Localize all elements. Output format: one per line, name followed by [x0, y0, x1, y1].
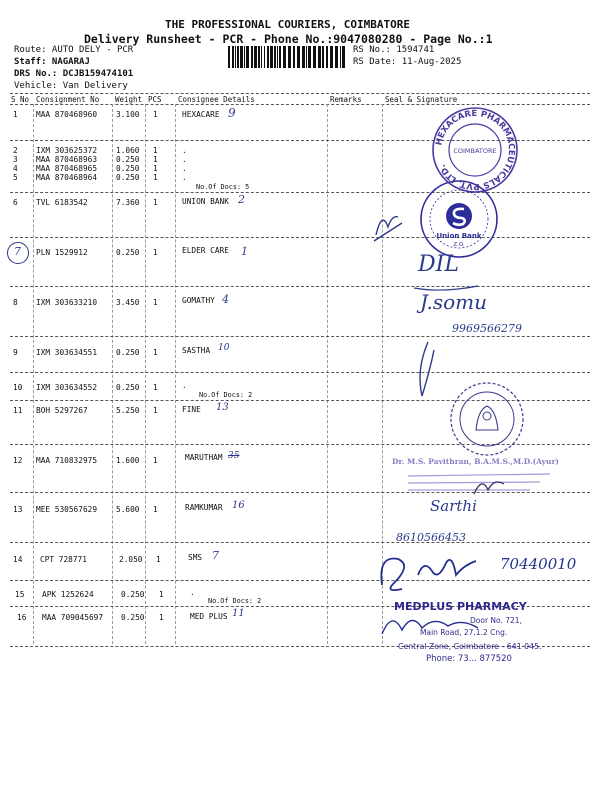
row-pcs: 1: [153, 146, 158, 155]
col-consignee: Consignee Details: [178, 95, 255, 104]
circled-number: 7: [14, 245, 21, 258]
barcode-bar: [293, 46, 295, 68]
row-weight: 3.100: [116, 110, 140, 119]
barcode-bar: [254, 46, 257, 68]
handwritten-count: 4: [222, 293, 229, 306]
row-consignment: MEE 530567629: [36, 505, 98, 514]
signature-large: [372, 545, 492, 605]
medplus-stamp-line: Central Zone, Coimbatore - 641 045.: [398, 642, 542, 651]
handwritten-count: 7: [212, 549, 219, 562]
col-weight: Weight: [115, 95, 143, 104]
col-divider: [175, 104, 176, 644]
row-weight: 0.250: [121, 613, 145, 622]
row-pcs: 1: [153, 406, 158, 415]
row-consignee: MED PLUS: [190, 612, 228, 621]
stamp-ring-text: HEXACARE PHARMACEUTICALS PVT. LTD.: [434, 108, 517, 192]
row-sno: 5: [13, 173, 18, 182]
signature-sarthi: Sarthi: [430, 497, 477, 515]
row-weight: 5.250: [116, 406, 140, 415]
temple-seal: [448, 380, 526, 458]
circle-mark: [7, 242, 29, 264]
barcode-bar: [297, 46, 300, 68]
medplus-stamp-line: Door No. 721,: [470, 616, 522, 625]
signature-underline: [412, 278, 482, 288]
row-consignment: MAA 870468964: [36, 173, 98, 182]
docs-count: No.Of Docs: 2: [199, 391, 253, 399]
barcode-bar: [342, 46, 345, 68]
row-consignee: SASTHA: [182, 346, 211, 355]
barcode-bar: [240, 46, 243, 68]
barcode-bar: [340, 46, 341, 68]
signature-dil: DIL: [418, 252, 459, 277]
barcode-bar: [322, 46, 324, 68]
handwritten-count: 16: [232, 500, 245, 511]
row-consignment: CPT 728771: [40, 555, 87, 564]
handwritten-count: 9: [228, 106, 236, 120]
barcode-bar: [235, 46, 236, 68]
handwritten-count: 11: [232, 608, 245, 619]
row-consignee: FINE: [182, 405, 201, 414]
col-sno: S No: [11, 95, 30, 104]
barcode-bar: [237, 46, 239, 68]
row-consignment: TVL 6183542: [36, 198, 88, 207]
row-consignment: MAA 870468965: [36, 164, 98, 173]
row-consignee: GOMATHY: [182, 296, 215, 305]
barcode: [228, 46, 348, 68]
docs-count: No.Of Docs: 5: [196, 183, 250, 191]
row-consignment: MAA 709045697: [42, 613, 104, 622]
doctor-stamp: Dr. M.S. Pavithran, B.A.M.S.,M.D.(Ayur): [392, 457, 559, 466]
barcode-bar: [232, 46, 234, 68]
header-rule-top: [10, 93, 590, 94]
row-consignment: MAA 870468960: [36, 110, 98, 119]
row-sno: 15: [15, 590, 25, 599]
row-separator: [10, 372, 590, 373]
row-separator: [10, 286, 590, 287]
row-weight: 5.600: [116, 505, 140, 514]
row-sno: 2: [13, 146, 18, 155]
col-divider: [145, 104, 146, 644]
barcode-bar: [302, 46, 305, 68]
barcode-bar: [306, 46, 307, 68]
barcode-bar: [261, 46, 262, 68]
row-consignee: .: [182, 146, 187, 155]
row-consignee: RAMKUMAR: [185, 503, 223, 512]
handwritten-count: 1: [241, 245, 248, 258]
row-consignee: .: [182, 173, 187, 182]
row-sno: 10: [13, 383, 23, 392]
col-divider: [33, 104, 34, 644]
barcode-bar: [288, 46, 291, 68]
row-separator: [10, 542, 590, 543]
barcode-bar: [308, 46, 311, 68]
handwritten-phone: 8610566453: [396, 531, 466, 544]
col-remarks: Remarks: [330, 95, 362, 104]
handwritten-count: 10: [218, 343, 230, 353]
barcode-bar: [330, 46, 333, 68]
col-divider: [327, 104, 328, 644]
row-weight: 1.060: [116, 146, 140, 155]
row-weight: 0.250: [116, 248, 140, 257]
row-weight: 0.250: [116, 164, 140, 173]
row-sno: 3: [13, 155, 18, 164]
row-consignee: .: [182, 381, 187, 390]
row-weight: 0.250: [116, 383, 140, 392]
row-consignee: .: [182, 155, 187, 164]
union-bank-label: Union Bank: [436, 232, 482, 240]
rs-number: RS No.: 1594741: [353, 45, 435, 55]
medplus-stamp-phone: Phone: 73... 877520: [426, 654, 512, 664]
row-weight: 2.050: [119, 555, 143, 564]
col-seal-signature: Seal & Signature: [385, 95, 458, 104]
row-pcs: 1: [153, 248, 158, 257]
row-pcs: 1: [153, 383, 158, 392]
row-sno: 4: [13, 164, 18, 173]
row-sno: 1: [13, 110, 18, 119]
handwritten-count: 13: [216, 402, 229, 413]
row-sno: 13: [13, 505, 23, 514]
col-consignment: Consignment No: [36, 95, 100, 104]
col-pcs: PCS: [148, 95, 162, 104]
col-divider: [112, 104, 113, 644]
row-separator: [10, 580, 590, 581]
handwritten-phone: 9969566279: [452, 322, 522, 335]
medplus-stamp-title: MEDPLUS PHARMACY: [394, 600, 527, 613]
signature-scribble: [408, 340, 438, 400]
row-pcs: 1: [159, 613, 164, 622]
row-pcs: 1: [153, 155, 158, 164]
row-pcs: 1: [159, 590, 164, 599]
initials-signature: [368, 205, 408, 245]
barcode-bar: [270, 46, 273, 68]
vehicle-label: Vehicle: Van Delivery: [14, 81, 128, 91]
barcode-bar: [283, 46, 286, 68]
stamp-center-text: COIMBATORE: [453, 147, 497, 155]
union-bank-stamp: [418, 178, 500, 260]
row-sno: 11: [13, 406, 23, 415]
row-weight: 7.360: [116, 198, 140, 207]
barcode-bar: [228, 46, 230, 68]
row-consignee: .: [190, 588, 195, 597]
barcode-bar: [244, 46, 245, 68]
row-consignment: IXM 303625372: [36, 146, 98, 155]
row-pcs: 1: [153, 198, 158, 207]
docs-count: No.Of Docs: 2: [208, 597, 262, 605]
row-weight: 0.250: [116, 155, 140, 164]
barcode-bar: [267, 46, 269, 68]
row-consignment: MAA 870468963: [36, 155, 98, 164]
row-separator: [10, 336, 590, 337]
row-consignment: BOH 5297267: [36, 406, 88, 415]
union-bank-sub: Z.O.: [453, 242, 465, 248]
row-pcs: 1: [153, 298, 158, 307]
staff-label: Staff: NAGARAJ: [14, 57, 90, 67]
row-separator: [10, 237, 590, 238]
row-consignee: HEXACARE: [182, 110, 220, 119]
barcode-bar: [318, 46, 321, 68]
row-consignee: ELDER CARE: [182, 246, 229, 255]
runsheet-subtitle: Delivery Runsheet - PCR - Phone No.:9047080280 - Page No.:1: [84, 32, 493, 46]
handwritten-count: 2: [238, 193, 245, 206]
barcode-bar: [277, 46, 278, 68]
barcode-bar: [279, 46, 281, 68]
row-consignee: SMS: [188, 553, 203, 562]
drs-number: DRS No.: DCJB159474101: [14, 69, 134, 79]
row-consignment: IXM 303634552: [36, 383, 98, 392]
row-weight: 0.250: [116, 348, 140, 357]
row-pcs: 1: [153, 456, 158, 465]
barcode-bar: [274, 46, 276, 68]
rs-date: RS Date: 11-Aug-2025: [353, 57, 462, 67]
barcode-bar: [326, 46, 328, 68]
row-pcs: 1: [156, 555, 161, 564]
row-pcs: 1: [153, 348, 158, 357]
barcode-bar: [246, 46, 249, 68]
route-label: Route: AUTO DELY - PCR: [14, 45, 134, 55]
row-consignment: MAA 710832975: [36, 456, 98, 465]
row-consignment: PLN 1529912: [36, 248, 88, 257]
row-pcs: 1: [153, 164, 158, 173]
row-sno: 16: [17, 613, 27, 622]
row-sno: 12: [13, 456, 23, 465]
row-sno: 9: [13, 348, 18, 357]
row-consignee: MARUTHAM: [185, 453, 223, 462]
row-consignee: .: [182, 164, 187, 173]
barcode-bar: [258, 46, 260, 68]
company-title: THE PROFESSIONAL COURIERS, COIMBATORE: [165, 18, 411, 31]
row-weight: 0.250: [116, 173, 140, 182]
barcode-bar: [313, 46, 316, 68]
row-consignment: APK 1252624: [42, 590, 94, 599]
row-consignment: IXM 303634551: [36, 348, 98, 357]
handwritten-phone: 70440010: [500, 555, 577, 573]
row-pcs: 1: [153, 110, 158, 119]
row-sno: 8: [13, 298, 18, 307]
signature-jsomu: J.somu: [420, 290, 487, 314]
row-pcs: 1: [153, 505, 158, 514]
row-consignment: IXM 303633210: [36, 298, 98, 307]
row-sno: 6: [13, 198, 18, 207]
row-weight: 3.450: [116, 298, 140, 307]
row-pcs: 1: [153, 173, 158, 182]
medplus-stamp-line: Main Road, 27.1.2 Cng.: [420, 628, 508, 637]
row-consignee: UNION BANK: [182, 197, 229, 206]
barcode-bar: [251, 46, 253, 68]
barcode-bar: [264, 46, 265, 68]
handwritten-count: 35: [228, 451, 240, 461]
row-weight: 1.600: [116, 456, 140, 465]
row-weight: 0.250: [121, 590, 145, 599]
barcode-bar: [335, 46, 338, 68]
row-sno: 14: [13, 555, 23, 564]
medplus-signature: [378, 606, 488, 642]
